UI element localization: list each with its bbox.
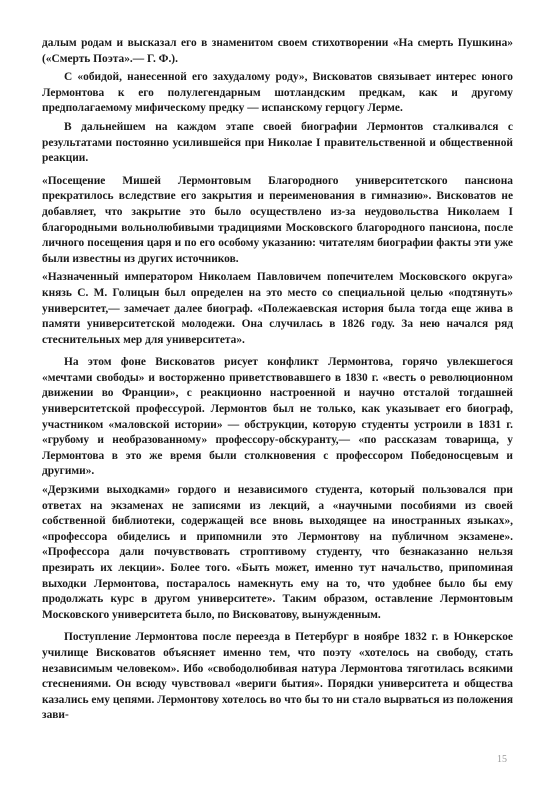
paragraph-2: С «обидой, нанесенной его захудалому роду», Висковатов связывает интерес юного Лермонтова к его полулегендарным шотландским предкам, как и другому предполагаемому мифическому предку — испанскому герцогу Лерме. bbox=[42, 71, 513, 115]
page-number: 15 bbox=[497, 754, 507, 766]
paragraph-6: На этом фоне Висковатов рисует конфликт Лермонтова, горячо увлекшегося «мечтами свободы» и восторженно приветствовавшего в 1830 г. «весть о революционном движении во Франции», с реакционно настроенной и научно отсталой тогдашней университетской профессурой. Лермонтов был не только, как указывает его биограф, участником «маловской истории» — обструкции, которую студенты устроили в 1831 г. «грубому и необразованному» профессору-обскуранту,— «по рассказам товарища, у Лермонтова в это же время были столкновения с профессором Победоносцевым и другими». bbox=[42, 356, 513, 478]
paragraph-3: В дальнейшем на каждом этапе своей биографии Лермонтов сталкивался с результатами постоянно усилившейся при Николае I правительственной и общественной реакции. bbox=[42, 120, 513, 165]
paragraph-8: Поступление Лермонтова после переезда в Петербург в ноябре 1832 г. в Юнкерское училище Висковатов объясняет именно тем, что поэту «хотелось на свободу, стать независимым человеком». Ибо «свободолюбивая натура Лермонтова тяготилась всякими стеснениями. Он всюду чувствовал «вериги бытия». Порядки университета и общества казались ему цепями. Лермонтову хотелось во что бы то ни стало вырваться из положения зави- bbox=[42, 631, 513, 722]
paragraph-4: «Посещение Мишей Лермонтовым Благородного университетского пансиона прекратилось вследствие его закрытия и переименования в гимназию». Висковатов не добавляет, что закрытие это было осуществлено из-за неудовольства Николаем I благородными вольнолюбивыми традициями Московского благородного пансиона, после личного посещения царя и по его особому указанию: читателям биографии факты эти уже были известны из других источников. bbox=[42, 174, 513, 265]
paragraph-1: далым родам и высказал его в знаменитом своем стихотворении «На смерть Пушкина» («Смерть Поэта».— Г. Ф.). bbox=[42, 37, 513, 65]
paragraph-7: «Дерзкими выходками» гордого и независимого студента, который пользовался при ответах на экзаменах не записями из лекций, а «научными пособиями из своей собственной библиотеки, содержащей все вновь выходящее на иностранных языках», «профессора обиделись и припомнили это Лермонтову на публичном экзамене». «Профессора дали почувствовать строптивому студенту, что безнаказанно нельзя презирать их лекции». Более того. «Быть может, именно тут начальство, припоминая выходки Лермонтова, постаралось намекнуть ему на то, что удобнее было бы ему продолжать курс в другом университете». Таким образом, оставление Лермонтовым Московского университета было, по Висковатову, вынужденным. bbox=[42, 484, 513, 621]
paragraph-5: «Назначенный императором Николаем Павловичем попечителем Московского округа» князь С. М. Голицын был определен на это место со специальной целью «подтянуть» университет,— замечает далее биограф. «Полежаевская история была тогда еще жива в памяти университетской молодежи. Она случилась в 1826 году. За нею начался ряд стеснительных мер для университета». bbox=[42, 271, 513, 346]
